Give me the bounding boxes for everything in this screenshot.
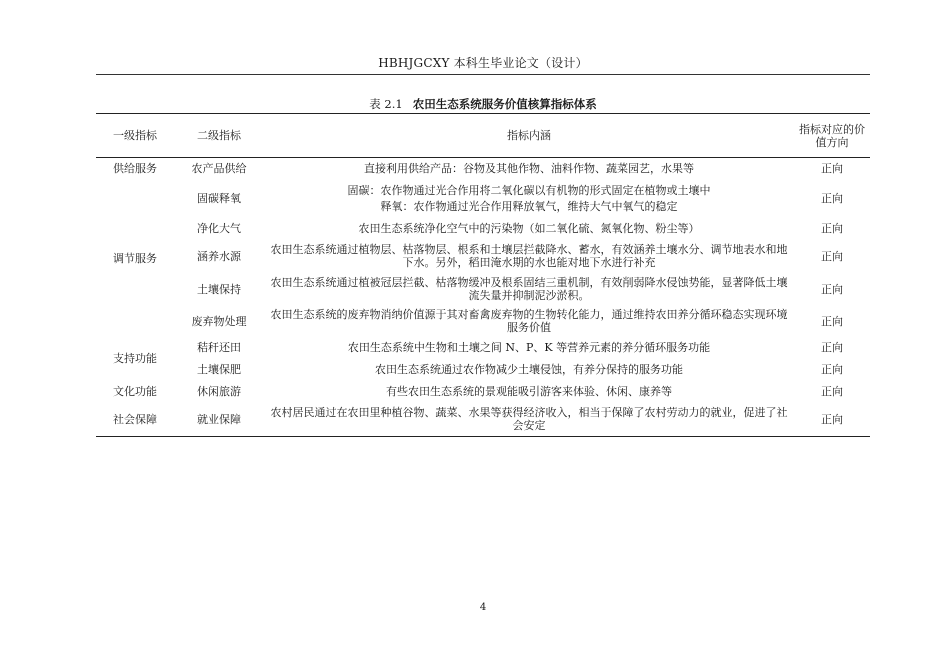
cell-direction: 正向 — [821, 314, 843, 328]
cell-level2: 农产品供给 — [191, 162, 247, 176]
cell-direction: 正向 — [794, 403, 870, 437]
cell-direction: 正向 — [821, 192, 843, 205]
cell-meaning — [264, 180, 794, 218]
cell-direction: 正向 — [821, 162, 843, 176]
meaning-line: 农田生态系统净化空气中的污染物（如二氧化硫、氮氧化物、粉尘等） — [358, 222, 700, 235]
table-header-row — [96, 114, 870, 158]
cell-level1: 调节服务 — [113, 251, 157, 265]
cell-meaning — [264, 381, 794, 403]
cell-meaning — [264, 240, 794, 273]
cell-direction: 正向 — [821, 363, 843, 376]
meaning-line: 农田生态系统通过植被冠层拦截、枯落物缓冲及根系固结三重机制，有效削弱降水侵蚀势能，显著降低土壤流失量并抑制泥沙淤积。 — [270, 276, 788, 302]
cell-meaning — [264, 337, 794, 359]
table-row — [96, 218, 870, 240]
header-rule — [96, 74, 870, 75]
meaning-line: 农田生态系统通过植物层、枯落物层、根系和土壤层拦截降水、蓄水，有效涵养土壤水分、调节地表水和地下水。另外，稻田淹水期的水也能对地下水进行补充 — [270, 243, 788, 269]
cell-level1: 社会保障 — [96, 403, 174, 437]
cell-direction: 正向 — [821, 282, 843, 296]
table-body — [96, 158, 870, 437]
table-row — [96, 337, 870, 359]
cell-level2: 土壤保持 — [197, 282, 241, 296]
cell-level2: 土壤保肥 — [197, 363, 241, 376]
table-row — [96, 240, 870, 273]
cell-level1: 支持功能 — [113, 352, 157, 365]
column-header-level2: 二级指标 — [174, 114, 264, 158]
cell-meaning — [264, 403, 794, 437]
table-row — [96, 273, 870, 306]
cell-level2: 净化大气 — [197, 222, 241, 235]
column-header-meaning: 指标内涵 — [264, 114, 794, 158]
cell-level1: 供给服务 — [113, 162, 157, 176]
cell-direction: 正向 — [821, 385, 843, 398]
table-row — [96, 158, 870, 180]
meaning-line: 农田生态系统中生物和土壤之间 N、P、K 等营养元素的养分循环服务功能 — [347, 341, 711, 354]
table-row — [96, 359, 870, 381]
cell-meaning — [264, 158, 794, 180]
cell-level2: 休闲旅游 — [197, 385, 241, 398]
cell-level1: 文化功能 — [113, 385, 157, 398]
cell-level2: 固碳释氧 — [197, 192, 241, 205]
cell-direction: 正向 — [821, 249, 843, 263]
column-header-level1: 一级指标 — [96, 114, 174, 158]
table-row — [96, 403, 870, 437]
table-number: 表 2.1 — [369, 97, 403, 111]
cell-level2: 涵养水源 — [197, 249, 241, 263]
cell-level2: 秸秆还田 — [197, 341, 241, 354]
table-row — [96, 306, 870, 337]
table-title: 农田生态系统服务价值核算指标体系 — [412, 97, 597, 111]
indicator-table — [96, 113, 870, 437]
column-header-direction: 指标对应的价值方向 — [794, 114, 870, 158]
cell-direction: 正向 — [821, 341, 843, 354]
cell-meaning — [264, 359, 794, 381]
meaning-line: 固碳：农作物通过光合作用将二氧化碳以有机物的形式固定在植物或土壤中 — [347, 184, 711, 197]
table-caption — [96, 96, 870, 112]
table-row — [96, 180, 870, 218]
cell-direction: 正向 — [821, 222, 843, 235]
meaning-line: 有些农田生态系统的景观能吸引游客来体验、休闲、康养等 — [386, 385, 672, 398]
meaning-line: 农村居民通过在农田里种植谷物、蔬菜、水果等获得经济收入，相当于保障了农村劳动力的就业，促进了社会安定 — [270, 406, 788, 433]
cell-meaning — [264, 306, 794, 337]
table-row — [96, 381, 870, 403]
cell-meaning — [264, 218, 794, 240]
running-header: HBHJGCXY 本科生毕业论文（设计） — [378, 56, 588, 70]
cell-meaning — [264, 273, 794, 306]
meaning-line: 农田生态系统的废弃物消纳价值源于其对畜禽废弃物的生物转化能力，通过维持农田养分循环稳态实现环境服务价值 — [270, 308, 788, 334]
cell-level2: 就业保障 — [174, 403, 264, 437]
meaning-line: 直接利用供给产品：谷物及其他作物、油料作物、蔬菜园艺，水果等 — [364, 162, 694, 176]
meaning-line: 释氧：农作物通过光合作用释放氧气，维持大气中氧气的稳定 — [380, 200, 678, 213]
cell-level2: 废弃物处理 — [191, 314, 247, 328]
page-number: 4 — [479, 602, 487, 613]
meaning-line: 农田生态系统通过农作物减少土壤侵蚀，有养分保持的服务功能 — [375, 363, 683, 376]
